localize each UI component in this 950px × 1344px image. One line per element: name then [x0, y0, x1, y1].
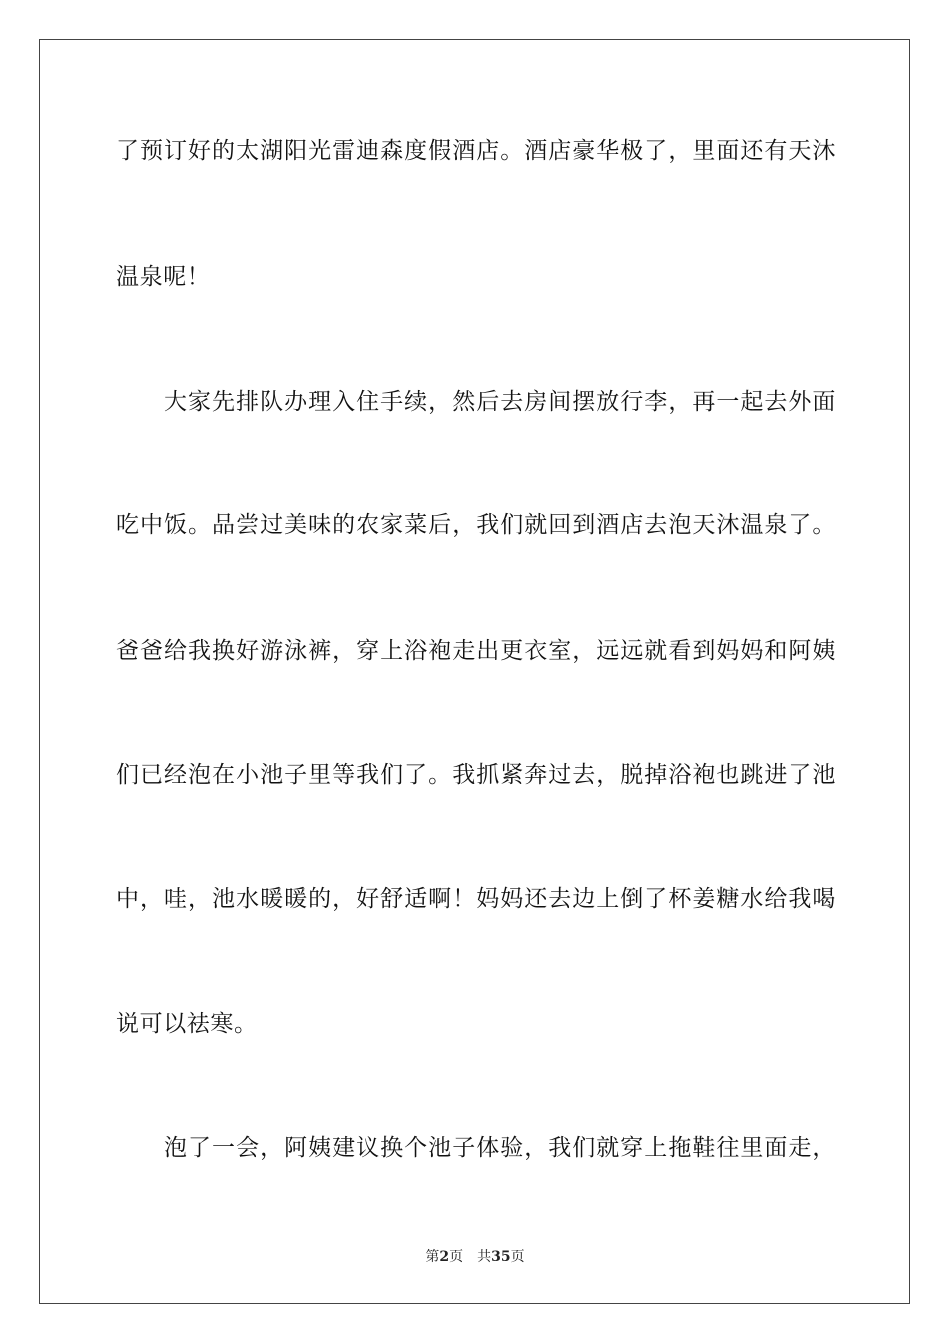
page-prefix: 第 — [425, 1249, 440, 1265]
text-line-1: 了预订好的太湖阳光雷迪森度假酒店。酒店豪华极了，里面还有天沐 — [116, 138, 836, 164]
total-suffix: 页 — [510, 1249, 525, 1265]
total-pages: 35 — [491, 1249, 511, 1265]
text-line-3: 大家先排队办理入住手续，然后去房间摆放行李，再一起去外面 — [116, 389, 836, 415]
text-line-7: 中，哇，池水暖暖的，好舒适啊！妈妈还去边上倒了杯姜糖水给我喝 — [116, 886, 836, 912]
text-line-2: 温泉呢！ — [116, 264, 211, 290]
page-border — [39, 39, 910, 1304]
text-line-4: 吃中饭。品尝过美味的农家菜后，我们就回到酒店去泡天沐温泉了。 — [116, 512, 836, 538]
page-number: 2 — [439, 1249, 450, 1265]
text-line-6: 们已经泡在小池子里等我们了。我抓紧奔过去，脱掉浴袍也跳进了池 — [116, 762, 836, 788]
total-prefix: 共 — [477, 1249, 492, 1265]
text-line-9: 泡了一会，阿姨建议换个池子体验，我们就穿上拖鞋往里面走， — [116, 1135, 836, 1161]
text-line-8: 说可以祛寒。 — [116, 1011, 258, 1037]
page-suffix: 页 — [449, 1249, 464, 1265]
page-footer — [0, 1248, 950, 1266]
text-line-5: 爸爸给我换好游泳裤，穿上浴袍走出更衣室，远远就看到妈妈和阿姨 — [116, 638, 836, 664]
